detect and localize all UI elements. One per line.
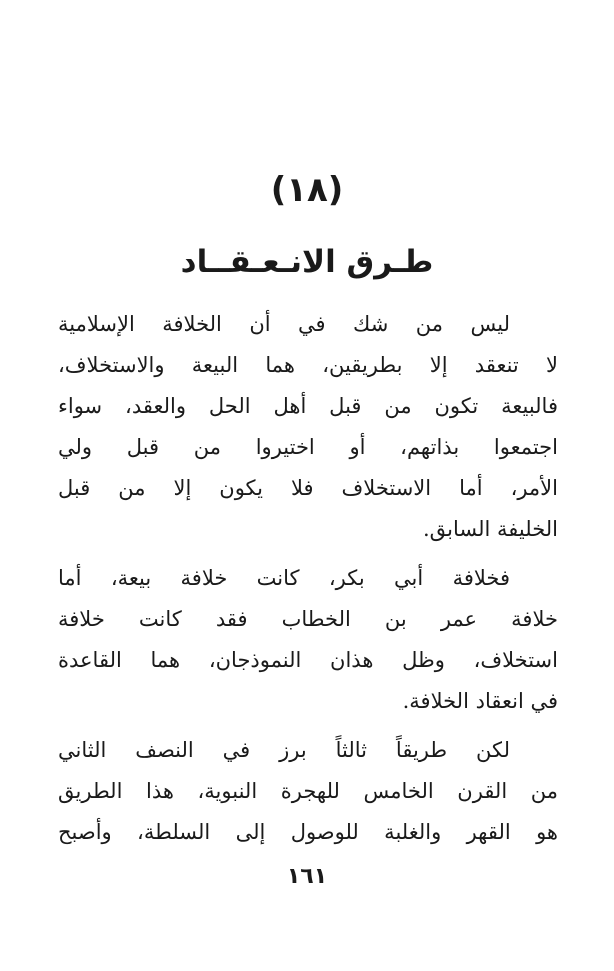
text-line: في انعقاد الخلافة. [402,689,558,713]
text-line: فخلافة أبي بكر، كانت خلافة بيعة، أما [58,566,510,590]
text-line: هو القهر والغلبة للوصول إلى السلطة، وأصبح [58,820,558,844]
paragraph-1 [58,304,558,550]
text-line: الخليفة السابق. [422,517,558,541]
chapter-title: طـرق الانـعـقــاد [180,244,434,280]
chapter-number: (١٨) [270,170,344,210]
page-number: ١٦١ [286,864,328,889]
text-line: استخلاف، وظل هذان النموذجان، هما القاعدة [58,648,558,672]
text-line: خلافة عمر بن الخطاب فقد كانت خلافة [58,607,558,631]
text-line: اجتمعوا بذاتهم، أو اختيروا من قبل ولي [58,435,558,459]
body-text [58,304,558,853]
paragraph-3 [58,730,558,853]
text-line: لا تنعقد إلا بطريقين، هما البيعة والاستخلاف، [58,353,558,377]
text-line: لكن طريقاً ثالثاً برز في النصف الثاني [58,738,510,762]
text-line: فالبيعة تكون من قبل أهل الحل والعقد، سواء [58,394,558,418]
text-line: من القرن الخامس للهجرة النبوية، هذا الطريق [58,779,558,803]
paragraph-gap [58,550,558,558]
text-line: ليس من شك في أن الخلافة الإسلامية [58,312,510,336]
paragraph-gap [58,722,558,730]
paragraph-2 [58,558,558,722]
text-line: الأمر، أما الاستخلاف فلا يكون إلا من قبل [58,476,558,500]
